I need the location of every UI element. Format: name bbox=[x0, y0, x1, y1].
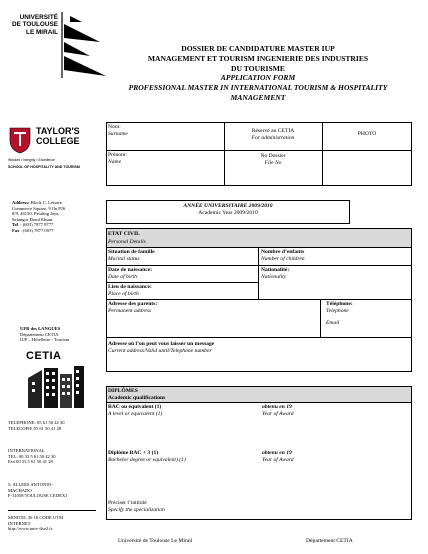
no-dossier-label: No Dossier bbox=[260, 153, 286, 159]
diplomes-heading: DIPLÔMES bbox=[108, 388, 138, 394]
sidebar-postal bbox=[8, 482, 68, 499]
international-line-3: Fax 00 33 5 61 50 41 28 bbox=[8, 459, 53, 465]
sidebar-minitel bbox=[8, 515, 63, 532]
nationality-label: Nationality bbox=[261, 274, 287, 280]
ufr-line-2: Département CETIA bbox=[20, 331, 59, 337]
situation-label: Situation de famille bbox=[108, 249, 155, 255]
children-label: Number of children bbox=[261, 256, 305, 262]
ut2-logo-text bbox=[6, 14, 58, 36]
address-line-2: Commerce Square, 9 Jln PJS bbox=[12, 205, 66, 211]
cetia-building-icon bbox=[28, 364, 84, 408]
ec-col-divider-2 bbox=[320, 299, 321, 337]
sidebar-telephone: TELEPHONE: 05 61 50 42 30 bbox=[8, 420, 65, 425]
nom-label: Nom: bbox=[108, 124, 121, 130]
ec-row-line-5 bbox=[106, 337, 412, 338]
minitel-line-1: MINITEL 36 16 CODE UTM bbox=[8, 515, 64, 520]
title-line-3: DU TOURISME bbox=[231, 63, 285, 73]
ut2-line-1: UNIVERSITÉ bbox=[19, 14, 58, 21]
international-line-1: INTERNATIONAL bbox=[8, 448, 45, 453]
cetia-logo bbox=[26, 350, 90, 410]
birth-label: Date of birth bbox=[108, 274, 137, 280]
year-award2-label: Year of Award bbox=[262, 457, 294, 463]
ut2-line-2: DE TOULOUSE bbox=[11, 21, 58, 29]
email-label: Email bbox=[326, 320, 340, 326]
postal-line-2: MACHADO bbox=[8, 487, 32, 493]
ec-row-line-3 bbox=[106, 282, 258, 283]
for-admin-label: For administration bbox=[251, 135, 295, 141]
ut2-emblem-icon bbox=[60, 12, 110, 80]
marital-label: Marital status bbox=[108, 256, 140, 262]
place-label: Place of birth bbox=[108, 291, 139, 297]
sidebar-ufr bbox=[20, 326, 69, 343]
year-fr: ANNÉE UNIVERSITAIRE 2009/2010 bbox=[183, 203, 273, 209]
title-line-1: DOSSIER DE CANDIDATURE MASTER IUP bbox=[181, 44, 335, 53]
taylors-logo bbox=[6, 120, 96, 182]
footer-left: Université de Toulouse Le Mirail bbox=[118, 538, 193, 544]
tel-value: : (603) 7877 9777 bbox=[20, 222, 54, 228]
form-title bbox=[108, 44, 408, 103]
naissance-label: Date de naissance: bbox=[108, 267, 153, 273]
taylors-tagline: Wisdom • Integrity • Excellence bbox=[8, 158, 55, 162]
title-line-6: MANAGEMENT bbox=[230, 92, 286, 102]
reserved-label: Réservé au CETIA bbox=[251, 128, 295, 134]
minitel-line-3: http://www.univ-tlse2.fr bbox=[8, 526, 53, 532]
title-line-4: APPLICATION FORM bbox=[220, 73, 296, 83]
bac-label: BAC ou équivalent (1) bbox=[108, 404, 162, 410]
address-line-4: Selangor Darul Ehsan. bbox=[12, 216, 54, 222]
bac3-en-label: Bachelor degree or equivalent) (1) bbox=[108, 457, 186, 463]
title-line-5: PROFESSIONAL MASTER IN INTERNATIONAL TOURISM & HOSPITALITY bbox=[128, 83, 388, 93]
footer-right: Département CETIA bbox=[306, 538, 353, 544]
dip-row-line-1 bbox=[106, 402, 412, 403]
fax-value: : (603) 7877 0977 bbox=[20, 227, 54, 233]
adresse-label: Adresse des parents: bbox=[108, 301, 158, 307]
prenom-label: Prénom: bbox=[108, 152, 127, 158]
tel-label: Tel bbox=[12, 222, 18, 228]
fax-label: Fax bbox=[12, 227, 20, 233]
obtenu2-label: obtenu en 19 bbox=[262, 450, 292, 456]
taylors-name: TAYLOR'S bbox=[36, 126, 80, 136]
address-line-1: Block C, Leisure bbox=[30, 200, 62, 205]
bac3-label: Diplôme BAC + 3 (1) bbox=[108, 450, 159, 456]
ufr-line-3: IUP – Hôtellerie - Tourism bbox=[20, 337, 70, 343]
surname-label: Surname bbox=[108, 131, 128, 137]
sidebar-phone bbox=[8, 420, 65, 431]
sidebar-separator bbox=[8, 510, 96, 511]
current-address-label: Current address/Valid until/Telephone number bbox=[108, 348, 212, 354]
permanent-label: Permanent address bbox=[108, 308, 152, 314]
diplomes-subheading: Academic qualifications bbox=[108, 395, 166, 401]
telephone-en-label: Telephone bbox=[326, 308, 349, 314]
specify-label: Specify the specialization bbox=[108, 507, 165, 513]
title-line-2: MANAGEMENT ET TOURISM INGENIERIE DES INDUSTRIES bbox=[147, 53, 369, 63]
sidebar-international bbox=[8, 448, 56, 465]
ec-row-line-2 bbox=[106, 265, 412, 266]
ufr-line-1: UFR des LANGUES bbox=[20, 326, 61, 331]
ut2-logo bbox=[6, 4, 110, 84]
preciser-label: Préciser l’intitulé bbox=[108, 500, 147, 506]
cetia-logo-text: CETIA bbox=[26, 350, 62, 362]
ec-row-line-4 bbox=[106, 299, 412, 300]
enfants-label: Nombre d’enfants bbox=[261, 249, 305, 255]
taylors-sub: COLLEGE bbox=[36, 136, 80, 146]
lieu-label: Lieu de naissance: bbox=[108, 284, 152, 290]
ec-col-divider bbox=[258, 247, 259, 299]
message-label: Adresse où l’on peut vous laisser un message bbox=[108, 341, 215, 347]
etat-civil-header bbox=[107, 229, 411, 247]
obtenu-label: obtenu en 19 bbox=[262, 404, 292, 410]
ut2-line-3: LE MIRAIL bbox=[26, 28, 58, 36]
etat-civil-heading: ETAT CIVIL bbox=[108, 231, 140, 237]
taylors-school: SCHOOL OF HOSPITALITY AND TOURISM bbox=[8, 165, 80, 169]
name-label: Name bbox=[108, 159, 122, 165]
postal-line-1: 5, ALLEES ANTONIO- bbox=[8, 482, 53, 487]
etat-civil-subheading: Personal Details bbox=[108, 239, 146, 245]
address-label: Address: bbox=[12, 200, 30, 205]
bac-en-label: A level or equivalent (1) bbox=[108, 411, 163, 417]
international-line-2: TEL: 00 33 5 61 50 42 30 bbox=[8, 453, 56, 459]
photo-placeholder: PHOTO bbox=[357, 131, 377, 137]
telephone-label: Téléphone: bbox=[326, 301, 353, 307]
nationalite-label: Nationalité: bbox=[261, 267, 290, 273]
sidebar-address bbox=[12, 200, 100, 234]
minitel-line-2: INTERNET: bbox=[8, 520, 32, 526]
file-no-label: File No bbox=[264, 160, 282, 166]
postal-line-3: F-31058 TOULOUSE CEDEX1 bbox=[8, 493, 68, 499]
year-en: Academic Year 2009/2010 bbox=[198, 210, 258, 216]
identity-divider bbox=[106, 150, 412, 151]
ec-row-line-1 bbox=[106, 247, 412, 248]
year-award-label: Year of Award bbox=[262, 411, 294, 417]
address-line-3: 8/9, 46150, Petaling Jaya, bbox=[12, 211, 60, 217]
sidebar-telecopie: TELECOPIE 05 61 50 41 28 bbox=[8, 425, 62, 431]
taylors-crest-icon bbox=[8, 126, 32, 154]
